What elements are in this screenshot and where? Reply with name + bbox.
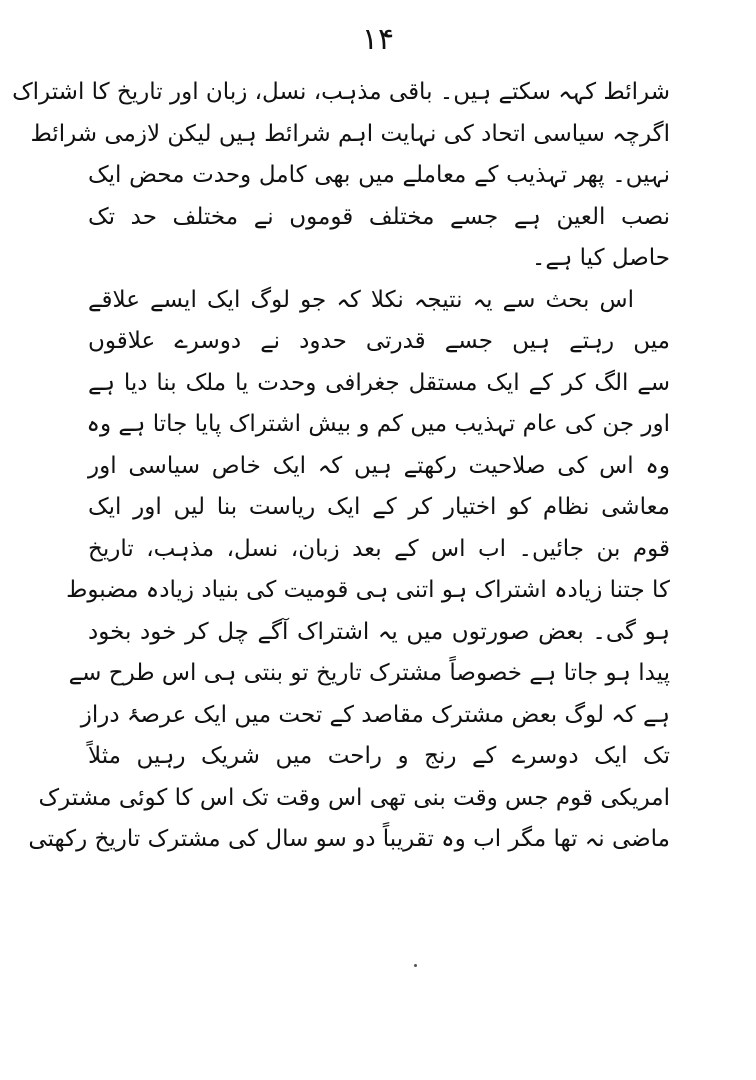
paragraph-2 [28,280,670,861]
text-line: ہے کہ لوگ بعض مشترک مقاصد کے تحت میں ایک عرصۂ دراز [80,701,670,728]
text-line: اور جن کی عام تہذیب میں کم و بیش اشتراک پایا جاتا ہے وہ [86,411,670,437]
paragraph-1 [12,72,670,280]
text-line: وہ اس کی صلاحیت رکھتے ہیں کہ ایک خاص سیاسی اور [88,452,670,479]
text-line: تک ایک دوسرے کے رنج و راحت میں شریک رہیں مثلاً [88,743,670,769]
text-line: کا جتنا زیادہ اشتراک ہو اتنی ہی قومیت کی بنیاد زیادہ مضبوط [66,577,670,603]
text-line: ہو گی۔ بعض صورتوں میں یہ اشتراک آگے چل کر خود بخود [88,618,670,645]
text-line: ماضی نہ تھا مگر اب وہ تقریباً دو سو سال کی مشترک تاریخ رکھتی [28,826,670,852]
text-line: امریکی قوم جس وقت بنی تھی اس وقت تک اس کا کوئی مشترک [38,784,670,811]
text-line: نصب العین ہے جسے مختلف قوموں نے مختلف حد تک [88,203,670,230]
text-line: اس بحث سے یہ نتیجہ نکلا کہ جو لوگ ایک ایسے علاقے [88,286,634,313]
text-line: نہیں۔ پھر تہذیب کے معاملے میں بھی کامل وحدت محض ایک [88,162,670,188]
text-line: معاشی نظام کو اختیار کر کے ایک ریاست بنا لیں اور ایک [88,494,670,520]
text-line: سے الگ کر کے ایک مستقل جغرافی وحدت یا ملک بنا دیا ہے [88,369,670,396]
body-text [12,72,670,861]
text-line: میں رہتے ہیں جسے قدرتی حدود نے دوسرے علاقوں [88,328,670,354]
text-line: شرائط کہہ سکتے ہیں۔ باقی مذہب، نسل، زبان اور تاریخ کا اشتراک [12,79,670,105]
page-number: ۱۴ [361,22,395,57]
text-line: اگرچہ سیاسی اتحاد کی نہایت اہم شرائط ہیں لیکن لازمی شرائط [30,120,670,147]
text-line: قوم بن جائیں۔ اب اس کے بعد زبان، نسل، مذہب، تاریخ [88,535,670,562]
text-line: پیدا ہو جاتا ہے خصوصاً مشترک تاریخ تو بنتی ہی اس طرح سے [68,660,670,686]
scan-speck [414,964,417,967]
text-line: حاصل کیا ہے۔ [531,245,670,271]
